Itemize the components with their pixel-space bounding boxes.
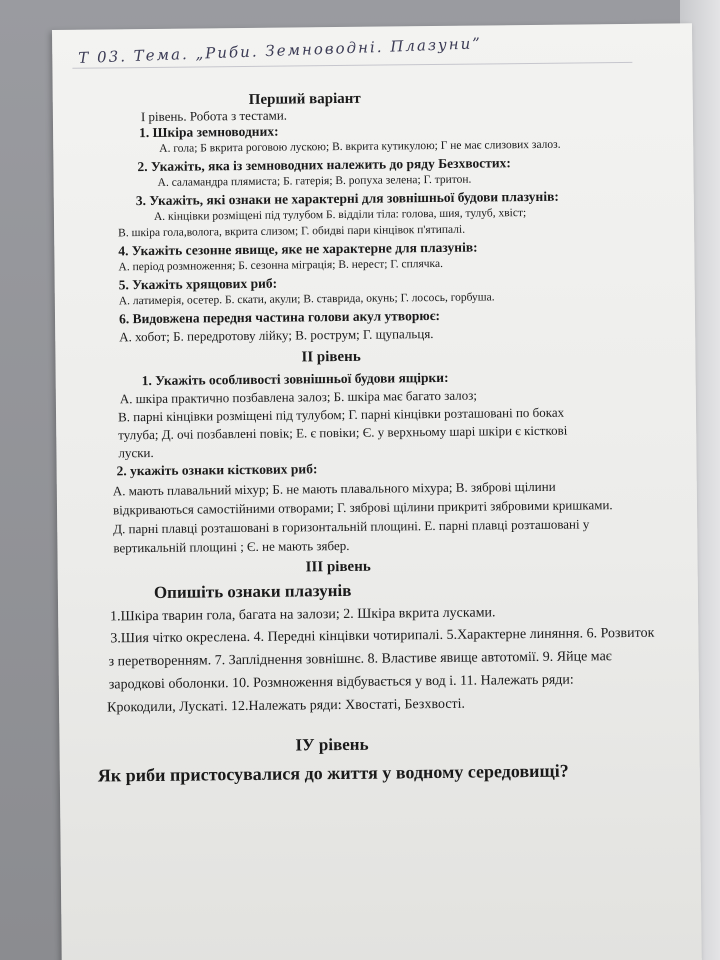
level3-line-4: зародкові оболонки. 10. Розмноження відбувається у вод і. 11. Належать ряди: — [108, 672, 574, 693]
level3-line-5: Крокодили, Лускаті. 12.Належать ряди: Хвостаті, Безхвості. — [107, 696, 466, 716]
level1-question-4: 4. Укажіть сезонне явище, яке не характерне для плазунів: — [118, 239, 478, 259]
worksheet-paper — [52, 23, 702, 960]
level3-title: ІІІ рівень — [305, 558, 371, 576]
level1-answers-2: А. саламандра плямиста; Б. гатерія; В. ропуха зелена; Г. тритон. — [157, 173, 472, 189]
level4-title: ІУ рівень — [295, 734, 369, 755]
level2-answers-2-line1: А. мають плавальний міхур; Б. не мають плавального міхура; В. зяброві щілини — [112, 478, 556, 499]
level3-line-1: 1.Шкіра тварин гола, багата на залози; 2. Шкіра вкрита лусками. — [110, 605, 496, 625]
level2-answers-1-line2: В. парні кінцівки розміщені під тулубом; Г. парні кінцівки розташовані по боках — [117, 404, 565, 425]
level2-question-1: 1. Укажіть особливості зовнішньої будови ящірки: — [141, 369, 449, 389]
level2-answers-1-line3: тулуба; Д. очі позбавлені повік; Е. є повіки; Є. у верхньому шарі шкіри є кісткові — [118, 422, 568, 443]
level3-subtitle: Опишіть ознаки плазунів — [153, 580, 352, 602]
level4-question: Як риби пристосувалися до життя у водному середовищі? — [97, 760, 569, 786]
level1-answers-3b: В. шкіра гола,волога, вкрита слизом; Г. обидві пари кінцівок п'ятипалі. — [118, 223, 466, 240]
level2-answers-2-line3: Д. парні плавці розташовані в горизонтальній площині. Е. парні плавці розташовані у — [113, 516, 590, 537]
level1-question-6: 6. Видовжена передня частина голови акул утворює: — [118, 307, 441, 327]
level2-answers-2-line4: вертикальній площині ; Є. не мають зябер. — [113, 537, 350, 556]
level1-answers-5: А. латимерія, осетер. Б. скати, акули; В. ставрида, окунь; Г. лосось, горбуша. — [118, 291, 495, 308]
level1-question-3: 3. Укажіть, які ознаки не характерні для зовнішньої будови плазунів: — [135, 188, 559, 209]
level1-answers-4: А. період розмноження; Б. сезонна міграція; В. нерест; Г. сплячка. — [118, 257, 443, 274]
handwritten-header: Т 03. Тема. „Риби. Земноводні. Плазуни” — [78, 34, 483, 68]
level1-answers-1: А. гола; Б вкрита роговою лускою; В. вкрита кутикулою; Г не має слизових залоз. — [159, 138, 561, 155]
level1-answers-3a: А. кінцівки розміщені під тулубом Б. відділи тіла: голова, шия, тулуб, хвіст; — [153, 207, 527, 223]
level3-line-2: 3.Шия чітко окреслена. 4. Передні кінцівки чотирипалі. 5.Характерне линяння. 6. Розвиток — [110, 625, 655, 647]
variant-title: Перший варіант — [248, 90, 361, 108]
level1-question-1: 1. Шкіра земноводних: — [139, 123, 279, 141]
level1-question-5: 5. Укажіть хрящових риб: — [118, 275, 278, 293]
level2-question-2: 2. укажіть ознаки кісткових риб: — [116, 461, 318, 479]
level3-line-3: з перетворенням. 7. Запліднення зовнішнє. 8. Властиве явище автотомії. 9. Яйце має — [108, 649, 612, 670]
level1-answers-6: А. хобот; Б. передротову лійку; В. рострум; Г. щупальця. — [119, 326, 434, 345]
level2-answers-1-line1: А. шкіра практично позбавлена залоз; Б. шкіра має багато залоз; — [119, 387, 478, 407]
level1-intro: І рівень. Робота з тестами. — [140, 107, 288, 125]
level1-question-2: 2. Укажіть, яка із земноводних належить до ряду Безхвостих: — [137, 155, 511, 175]
level2-title: ІІ рівень — [301, 348, 361, 366]
level2-answers-1-line4: луски. — [118, 444, 154, 461]
level2-answers-2-line2: відкриваються самостійними отворами; Г. зяброві щілини прикриті зябровими кришками. — [112, 497, 613, 518]
